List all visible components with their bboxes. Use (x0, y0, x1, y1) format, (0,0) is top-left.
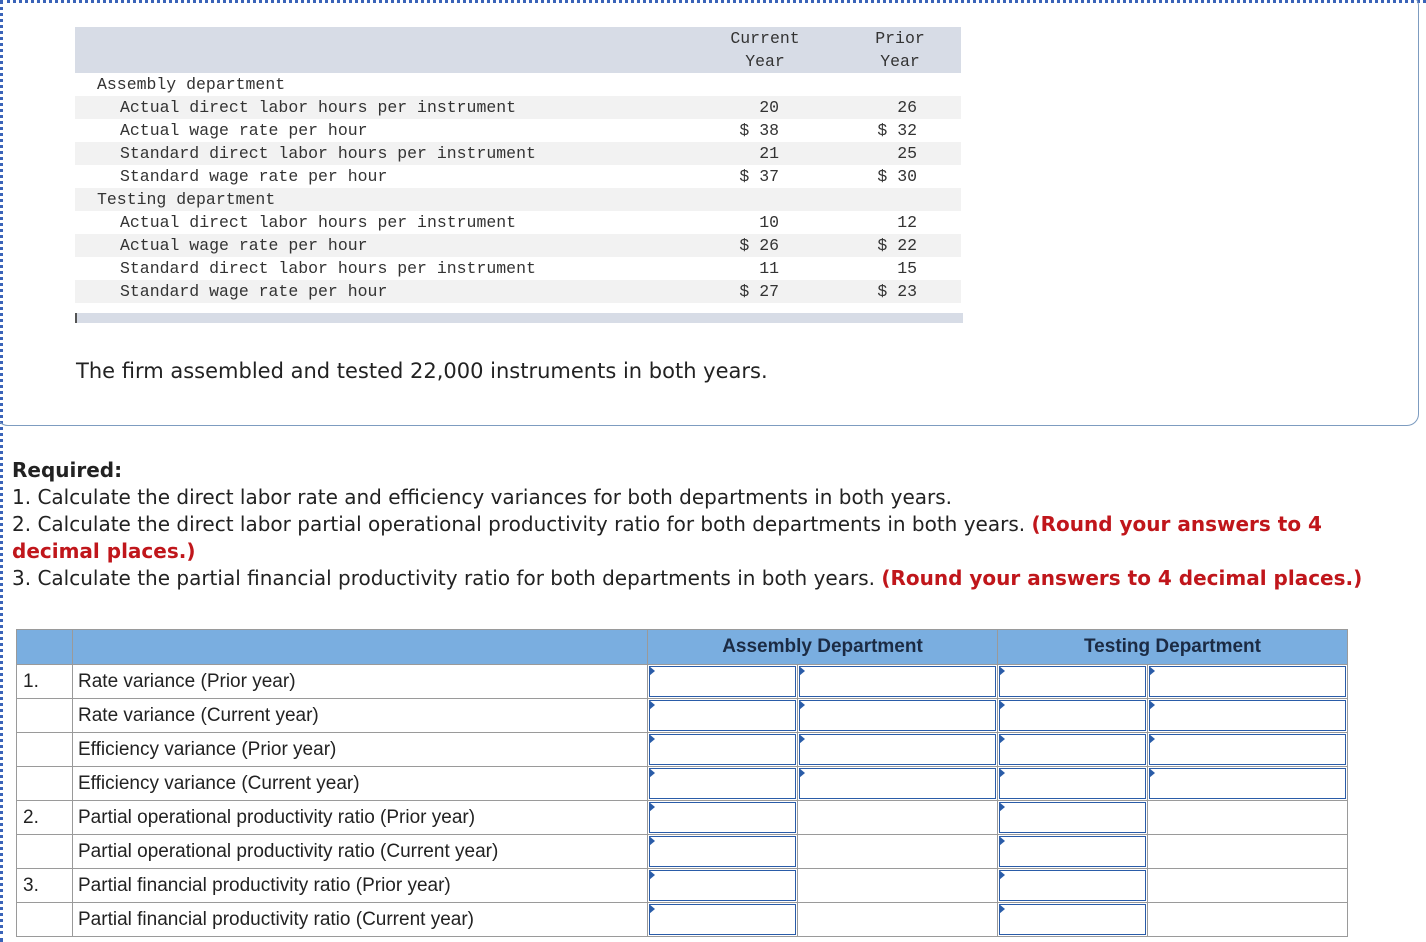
row-number (17, 835, 73, 869)
testing-input-1[interactable] (999, 666, 1146, 697)
table-row: Standard direct labor hours per instrument 11 15 (120, 259, 917, 278)
testing-input-2[interactable] (1149, 666, 1346, 697)
table-row: Actual direct labor hours per instrument 10 12 (120, 213, 917, 232)
header-blank-num (17, 630, 73, 665)
instruments-note: The firm assembled and tested 22,000 instruments in both years. (76, 359, 768, 383)
table-row (17, 801, 1348, 835)
testing-input-1[interactable] (999, 734, 1146, 765)
row-label: Efficiency variance (Prior year) (73, 733, 648, 767)
row-number: 3. (17, 869, 73, 903)
row-label: Partial financial productivity ratio (Prior year) (73, 869, 648, 903)
assembly-input-2[interactable] (799, 666, 996, 697)
table-row (17, 733, 1348, 767)
assembly-input[interactable] (649, 870, 796, 901)
row-label: Rate variance (Prior year) (73, 665, 648, 699)
table-row (17, 903, 1348, 937)
assembly-section-title: Assembly department (97, 75, 286, 94)
row-label: Rate variance (Current year) (73, 699, 648, 733)
assembly-input-1[interactable] (649, 768, 796, 799)
assembly-input-1[interactable] (649, 734, 796, 765)
empty-cell (1148, 835, 1348, 869)
row-number: 2. (17, 801, 73, 835)
labor-data-table (75, 27, 961, 303)
assembly-input-1[interactable] (649, 666, 796, 697)
required-section (12, 457, 1412, 592)
row-number (17, 903, 73, 937)
assembly-input-2[interactable] (799, 768, 996, 799)
required-item-1: 1. Calculate the direct labor rate and efficiency variances for both departments in both years. (12, 485, 953, 509)
testing-input-2[interactable] (1149, 768, 1346, 799)
empty-cell (1148, 801, 1348, 835)
current-year-header: Current Year (730, 29, 800, 71)
table-row (17, 665, 1348, 699)
row-number (17, 699, 73, 733)
header-blank-label (73, 630, 648, 665)
testing-department-header: Testing Department (998, 630, 1348, 665)
testing-input-1[interactable] (999, 700, 1146, 731)
testing-input[interactable] (999, 836, 1146, 867)
table-footer-bar (75, 313, 963, 323)
table-row (17, 869, 1348, 903)
row-label: Partial financial productivity ratio (Current year) (73, 903, 648, 937)
table-row: Actual direct labor hours per instrument 20 26 (75, 96, 961, 119)
row-number: 1. (17, 665, 73, 699)
empty-cell (1148, 869, 1348, 903)
empty-cell (798, 801, 998, 835)
empty-cell (798, 869, 998, 903)
testing-section-title: Testing department (75, 188, 961, 211)
assembly-input-1[interactable] (649, 700, 796, 731)
answer-table (16, 629, 1348, 937)
empty-cell (798, 903, 998, 937)
table-row: Standard wage rate per hour $ 27 $ 23 (75, 280, 961, 303)
required-item-2: 2. Calculate the direct labor partial operational productivity ratio for both departments in both years. (Round your answers to 4 decimal places.) (12, 512, 1322, 563)
empty-cell (1148, 903, 1348, 937)
testing-input-2[interactable] (1149, 734, 1346, 765)
testing-input-1[interactable] (999, 768, 1146, 799)
testing-input[interactable] (999, 870, 1146, 901)
row-label: Partial operational productivity ratio (Prior year) (73, 801, 648, 835)
assembly-input[interactable] (649, 904, 796, 935)
table-row: Standard wage rate per hour $ 37 $ 30 (120, 167, 917, 186)
table-header (75, 27, 961, 73)
row-number (17, 733, 73, 767)
required-item-3: 3. Calculate the partial financial productivity ratio for both departments in both years. (Round your answers to 4 decimal places.) (12, 566, 1363, 590)
table-row (17, 835, 1348, 869)
table-row: Actual wage rate per hour $ 38 $ 32 (120, 121, 917, 140)
row-label: Efficiency variance (Current year) (73, 767, 648, 801)
answer-header-row (17, 630, 1348, 665)
assembly-input[interactable] (649, 836, 796, 867)
row-label: Partial operational productivity ratio (Current year) (73, 835, 648, 869)
row-number (17, 767, 73, 801)
testing-input[interactable] (999, 904, 1146, 935)
testing-input[interactable] (999, 802, 1146, 833)
table-row (17, 699, 1348, 733)
prior-year-header: Prior Year (875, 29, 925, 71)
table-row: Actual wage rate per hour $ 26 $ 22 (75, 234, 961, 257)
table-row: Standard direct labor hours per instrument 21 25 (75, 142, 961, 165)
assembly-input-2[interactable] (799, 734, 996, 765)
assembly-input-2[interactable] (799, 700, 996, 731)
assembly-department-header: Assembly Department (648, 630, 998, 665)
testing-input-2[interactable] (1149, 700, 1346, 731)
assembly-input[interactable] (649, 802, 796, 833)
table-row (17, 767, 1348, 801)
required-title: Required: (12, 458, 123, 482)
empty-cell (798, 835, 998, 869)
